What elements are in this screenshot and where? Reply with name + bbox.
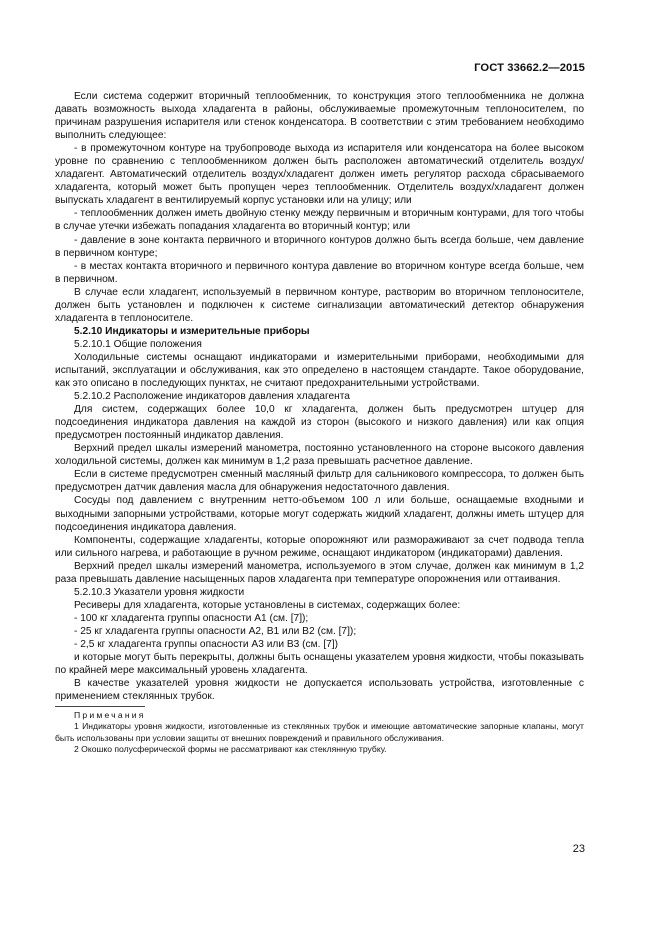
notes-heading: Примечания [74, 710, 146, 721]
list-item-air-separator: - в промежуточном контуре на трубопроводе выхода из испарителя или конденсатора на более высоком уровне по сравнению с теплообменником должен быть расположен автоматический отделитель воздух/хладагент. Автоматический отделитель воздух/хладагент должен иметь регулятор расхода сбрасываемого хладагента, который может быть пропущен через теплообменник. Отделитель воздух/хладагент должен выпускать хладагент в вентилируемый корпус установки или на улицу; или [55, 143, 584, 207]
paragraph-glass-tubes: В качестве указателей уровня жидкости не допускается использовать устройства, изготовленные с применением стеклянных трубок. [55, 678, 584, 703]
list-item-secondary-pressure: - в местах контакта вторичного и первичного контура давление во вторичном контуре всегда больше, чем в первичном. [55, 260, 584, 285]
paragraph-defrost-components: Компоненты, содержащие хладагенты, которые опорожняют или размораживают за счет подвода тепла или сильного нагрева, и работающие в ручном режиме, оснащают индикатором (индикаторами) давления. [55, 534, 584, 559]
list-item-group-a2-b1-b2: - 25 кг хладагента группы опасности А2, В1 или В2 (см. [7]); [74, 625, 357, 637]
subsection-heading-5-2-10-1: 5.2.10.1 Общие положения [74, 338, 202, 350]
paragraph-general-provisions: Холодильные системы оснащают индикаторами и измерительными приборами, необходимыми для испытаний, эксплуатации и обслуживания, как это определено в настоящем стандарте. Такое оборудование, как это описано в последующих пунктах, не считают предохранительными устройствами. [55, 351, 584, 390]
paragraph-receivers: Ресиверы для хладагента, которые установлены в системах, содержащих более: [74, 599, 461, 611]
paragraph-saturated-pressure: Верхний предел шкалы измерений манометра, используемого в этом случае, должен как минимум в 1,2 раза превышать давление насыщенных паров хладагента при температуре опорожнения или оттаивания. [55, 560, 584, 585]
subsection-heading-5-2-10-3: 5.2.10.3 Указатели уровня жидкости [74, 586, 245, 598]
paragraph-pressure-vessels: Сосуды под давлением с внутренним нетто-объемом 100 л или больше, оснащаемые входными и выходными запорными устройствами, которые могут содержать жидкий хладагент, должны иметь штуцер для подсоединения индикатора давления. [55, 495, 584, 533]
list-item-double-wall: - теплообменник должен иметь двойную стенку между первичным и вторичным контурами, для того чтобы в случае утечки избежать попадания хладагента во вторичный контур; или [55, 208, 584, 233]
note-item-2: 2 Окошко полусферической формы не рассматривают как стеклянную трубку. [74, 743, 387, 754]
paragraph-soluble-refrigerant: В случае если хладагент, используемый в первичном контуре, растворим во вторичном теплоносителе, должен быть установлен и подключен к системе сигнализации автоматический детектор обнаружения хладагента в теплоносителе. [55, 286, 584, 324]
list-item-group-a1: - 100 кг хладагента группы опасности А1 (см. [7]); [74, 612, 309, 624]
section-heading-5-2-10: 5.2.10 Индикаторы и измерительные приборы [74, 325, 310, 337]
list-item-group-a3-b3: - 2,5 кг хладагента группы опасности А3 или В3 (см. [7]) [74, 638, 339, 650]
note-item-1: 1 Индикаторы уровня жидкости, изготовленные из стеклянных трубок и имеющие автоматические запорные клапаны, могут быть использованы при условии защиты от внешних повреждений и правильного обслуживания. [55, 721, 584, 743]
page-number: 23 [572, 843, 585, 855]
paragraph-secondary-exchanger: Если система содержит вторичный теплообменник, то конструкция этого теплообменника не должна давать возможность выхода хладагента в районы, обслуживаемые промежуточным теплоносителем, по причинам разрушения испарителя или стенок конденсатора. В соответствии с этим требованием необходимо выполнить следующее: [55, 91, 584, 142]
subsection-heading-5-2-10-2: 5.2.10.2 Расположение индикаторов давления хладагента [74, 391, 350, 403]
paragraph-oil-filter: Если в системе предусмотрен сменный масляный фильтр для сальникового компрессора, то должен быть предусмотрен датчик давления масла для обнаружения недостаточного давления. [55, 469, 584, 494]
notes-block [55, 710, 584, 755]
paragraph-level-indicator: и которые могут быть перекрыты, должны быть оснащены указателем уровня жидкости, чтобы показывать по крайней мере максимальный уровень хладагента. [55, 652, 584, 677]
paragraph-gauge-upper-limit: Верхний предел шкалы измерений манометра, постоянно установленного на стороне высокого давления холодильной системы, должен как минимум в 1,2 раза превышать расчетное давление. [55, 443, 584, 468]
notes-separator [55, 706, 145, 707]
document-body [55, 90, 584, 755]
standard-code-header: ГОСТ 33662.2—2015 [474, 62, 585, 74]
paragraph-pressure-connection: Для систем, содержащих более 10,0 кг хладагента, должен быть предусмотрен штуцер для подсоединения индикатора давления на каждой из сторон (высокого и низкого давления) или как опция предусмотрен постоянный индикатор давления. [55, 404, 584, 442]
list-item-contact-pressure: - давление в зоне контакта первичного и вторичного контуров должно быть всегда больше, чем давление в первичном контуре; [55, 234, 584, 259]
